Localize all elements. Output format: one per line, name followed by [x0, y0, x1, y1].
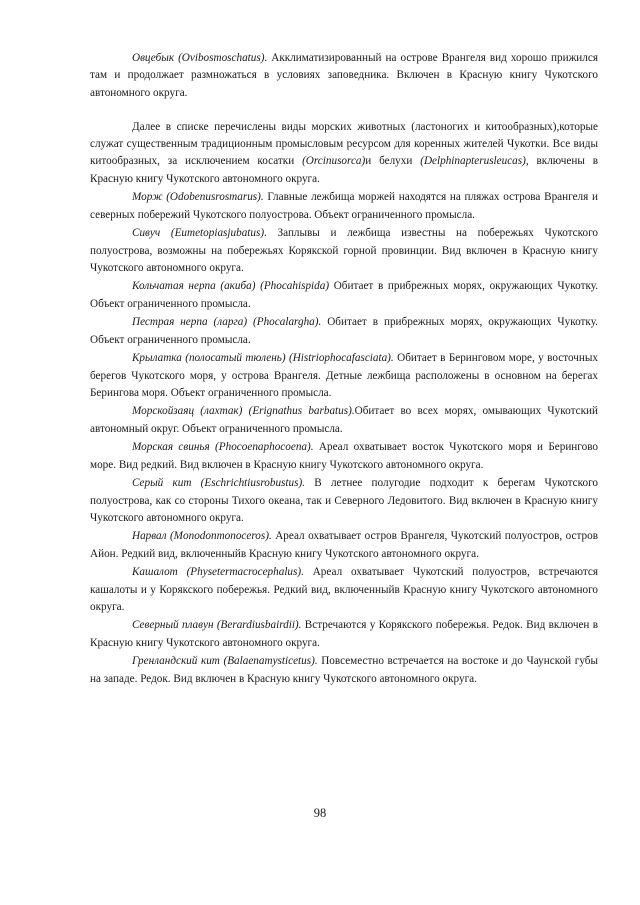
species-name: Кольчатая нерпа (акиба) (Phocahispida) — [132, 280, 330, 293]
paragraph-text: Обитает в Беринговом море, у восточных берегов Чукотского моря, у острова Врангеля. Детные лежбища расположены в основном на берегах Берингова моря. Объект ограниченного промысла. — [90, 352, 598, 399]
paragraph-text: Ареал охватывает остров Врангеля, Чукотский полуостров, остров Айон. Редкий вид, включенныйв Красную книгу Чукотского автономного округа. — [90, 530, 598, 560]
paragraph-text: Повсеместно встречается на востоке и до Чаунской губы на западе. Редок. Вид включен в Красную книгу Чукотского автономного округа. — [90, 655, 598, 685]
paragraph-ribbon-seal — [90, 350, 598, 402]
page-number: 98 — [313, 806, 327, 820]
paragraph-text: Обитает в прибрежных морях, окружающих Чукотку. Объект ограниченного промысла. — [90, 280, 598, 310]
species-name: Сивуч (Eumetopiasjubatus). — [132, 227, 267, 240]
paragraph-text: Заплывы и лежбища известны на побережьях Чукотского полуострова, возможны на побережьях Корякской горной провинции. Вид включен в Красную книгу Чукотского автономного округа. — [90, 227, 598, 274]
paragraph-sea-lion — [90, 225, 598, 277]
species-name: (Orcinusorca) — [302, 155, 366, 168]
species-name: Кашалот (Physetermacrocephalus). — [132, 566, 304, 579]
paragraph-text: Далее в списке перечислены виды морских животных (ластоногих и китообразных),которые служат существенным традиционным промысловым ресурсом для коренных жителей Чукотки. Все виды китообразных, за исключением косатки — [90, 120, 598, 168]
paragraph-text: Обитает во всех морях, омывающих Чукотский автономный округ. Объект ограниченного промысла. — [90, 405, 598, 435]
species-name: Морская свинья (Phocoenaphocoena). — [132, 441, 314, 454]
species-name: Серый кит (Eschrichtiusrobustus). — [132, 477, 305, 490]
paragraph-text: Ареал охватывает Чукотский полуостров, встречаются кашалоты и у Корякского побережья. Редкий вид, включенныйв Красную книгу Чукотского автономного округа. — [90, 566, 598, 613]
species-name: Крылатка (полосатый тюлень) (Histriophocafasciata). — [132, 352, 394, 365]
paragraph-text: Акклиматизированный на острове Врангеля вид хорошо прижился там и продолжает размножаться в условиях заповедника. Включен в Красную книгу Чукотского автономного округа. — [90, 52, 598, 99]
paragraph-muskox — [90, 50, 598, 102]
species-name: Пестрая нерпа (ларга) (Phocalargha). — [132, 316, 322, 329]
paragraph-text: , включены в Красную книгу Чукотского автономного округа. — [90, 155, 598, 185]
paragraph-spotted-seal — [90, 314, 598, 349]
paragraph-text: Обитает в прибрежных морях, окружающих Чукотку. Объект ограниченного промысла. — [90, 316, 598, 346]
paragraph-text: Главные лежбища моржей находятся на пляжах острова Врангеля и северных побережий Чукотского полуострова. Объект ограниченного промысла. — [90, 191, 598, 221]
paragraph-text: и белухи — [365, 155, 421, 168]
paragraph-ringed-seal — [90, 278, 598, 313]
paragraph-gray-whale — [90, 475, 598, 527]
species-name: (Delphinapterusleucas) — [420, 155, 526, 168]
paragraph-text: Ареал охватывает восток Чукотского моря и Берингово море. Вид редкий. Вид включен в Красную книгу Чукотского автономного округа. — [90, 441, 598, 471]
species-name: Нарвал (Monodonmonoceros). — [132, 530, 272, 543]
paragraph-intro — [90, 119, 598, 188]
document-page — [90, 50, 598, 689]
paragraph-bearded-seal — [90, 403, 598, 438]
species-name: Гренландский кит (Balaenamysticetus). — [132, 655, 318, 668]
paragraph-bowhead-whale — [90, 653, 598, 688]
species-name: Овцебык (Ovibosmoschatus). — [132, 52, 268, 64]
species-name: Северный плавун (Berardiusbairdii). — [132, 619, 302, 632]
species-name: Морскойзаяц (лахтак) (Erignathus barbatus). — [132, 405, 355, 418]
paragraph-text: В летнее полугодие подходит к берегам Чукотского полуострова, как со стороны Тихого океана, так и Северного Ледовитого. Вид включен в Красную книгу Чукотского автономного округа. — [90, 477, 599, 524]
paragraph-porpoise — [90, 439, 598, 474]
paragraph-narwhal — [90, 528, 598, 563]
species-name: Морж (Odobenusrosmarus). — [132, 191, 264, 204]
paragraph-bairds-beaked-whale — [90, 617, 598, 652]
paragraph-sperm-whale — [90, 564, 598, 616]
paragraph-text: Встречаются у Корякского побережья. Редок. Вид включен в Красную книгу Чукотского автономного округа. — [90, 619, 599, 649]
paragraph-walrus — [90, 189, 598, 224]
